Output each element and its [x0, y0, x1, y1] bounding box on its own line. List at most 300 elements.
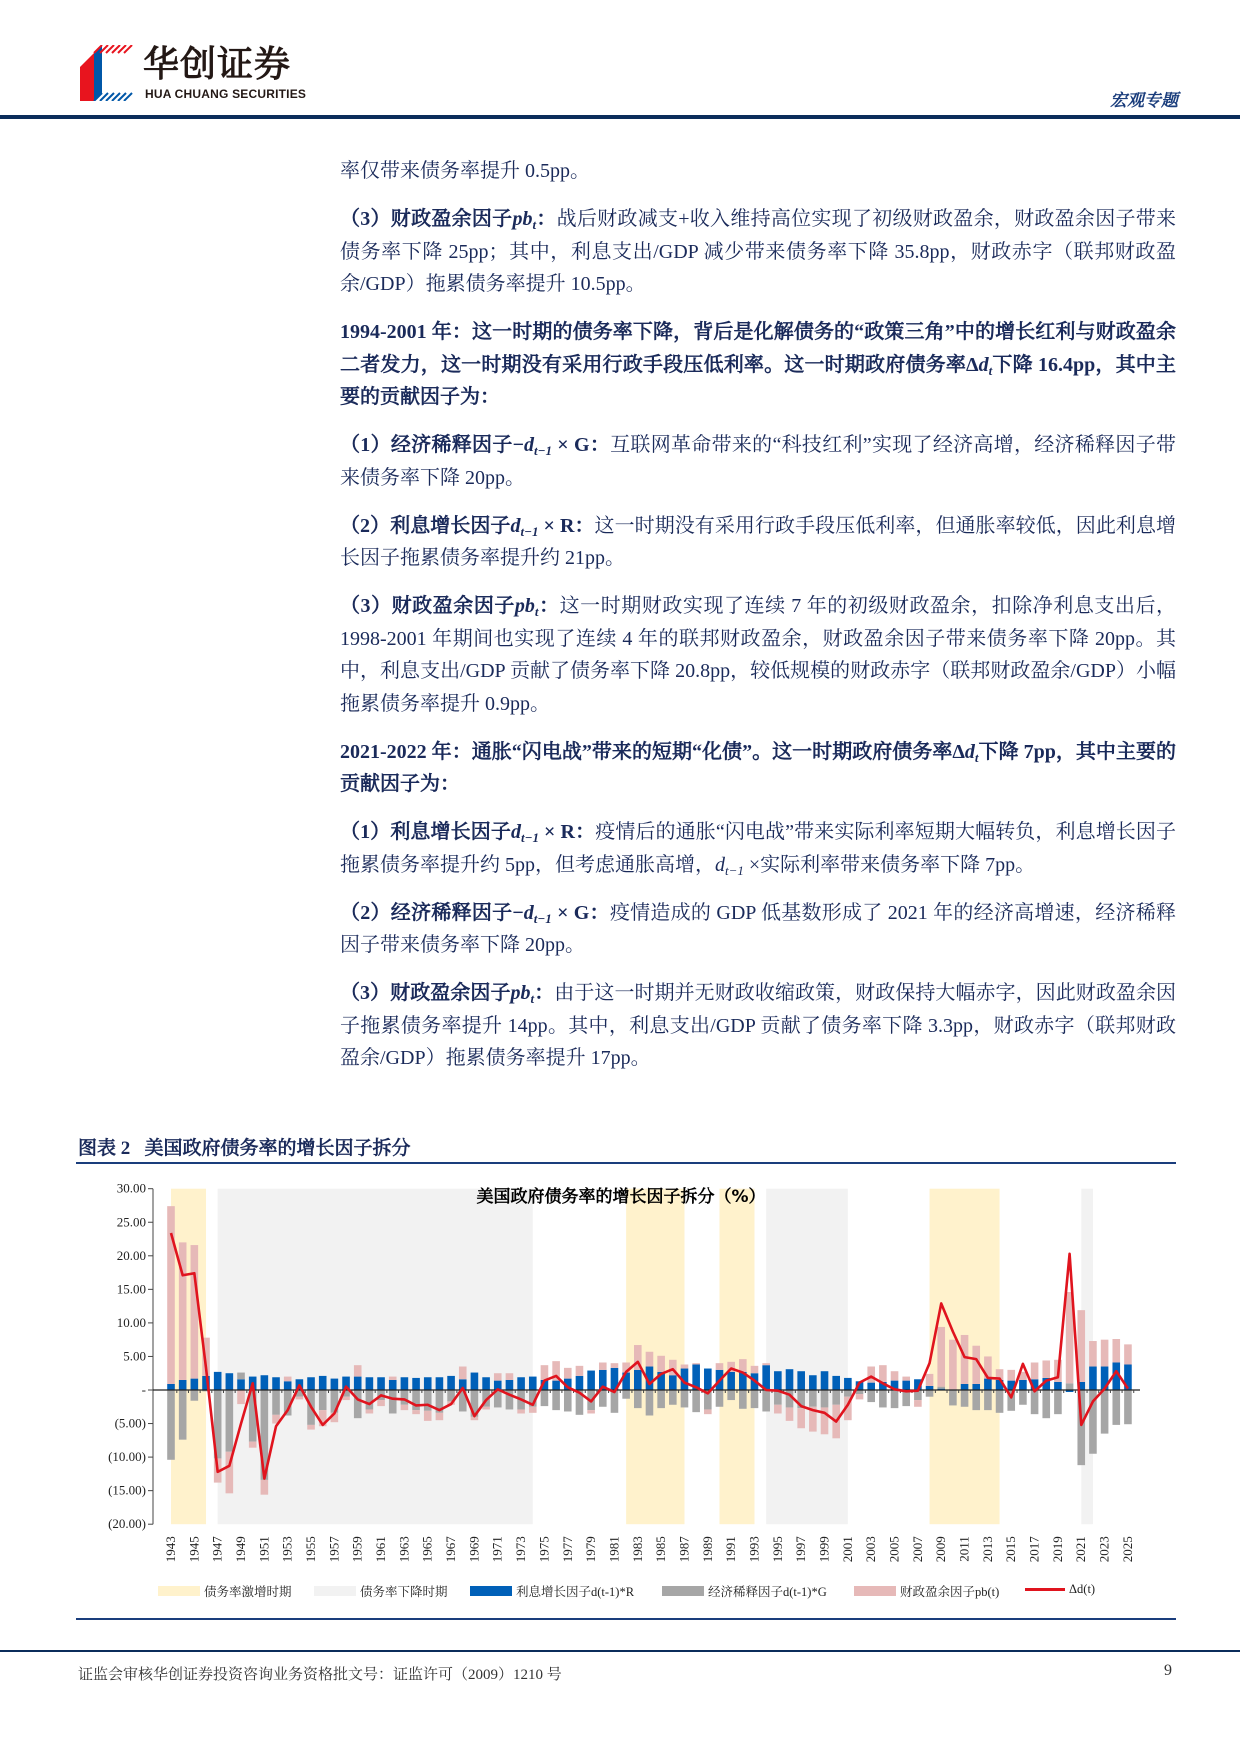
- y-tick-label: 15.00: [116, 1281, 146, 1297]
- footer-divider: [0, 1650, 1240, 1652]
- bold-text: （3）财政盈余因子: [340, 595, 515, 617]
- math-subscript: t: [530, 991, 535, 1006]
- bar-dilution-1959: [354, 1390, 362, 1418]
- bar-dilution-2005: [891, 1390, 899, 1408]
- bar-dilution-1960: [366, 1390, 374, 1409]
- x-tick-label: 1999: [816, 1536, 832, 1563]
- bar-interest-1960: [366, 1377, 374, 1390]
- bar-surplus-2002: [856, 1394, 864, 1399]
- bar-dilution-1956: [319, 1390, 327, 1410]
- bar-dilution-1987: [681, 1390, 689, 1407]
- text-run: 这一时期没有采用行政手段压低利率，但通胀率较低，因此利息增长因子拖累债务率提升约 21pp。: [340, 514, 1177, 569]
- bold-text: 2021-2022 年：通胀“闪电战”带来的短期“化债”。这一时期政府债务率Δ: [340, 740, 965, 763]
- legend-label: 财政盈余因子pb(t): [900, 1585, 1000, 1599]
- bar-dilution-1962: [389, 1390, 397, 1413]
- bar-dilution-1983: [634, 1390, 642, 1408]
- bar-dilution-2016: [1019, 1390, 1027, 1405]
- bar-dilution-2011: [961, 1390, 969, 1407]
- x-tick-label: 2025: [1119, 1536, 1135, 1563]
- x-tick-label: 1953: [279, 1536, 295, 1563]
- math-symbol: d: [510, 821, 521, 843]
- bar-surplus-1966: [436, 1413, 444, 1420]
- bar-interest-2008: [926, 1386, 934, 1390]
- bar-interest-1974: [529, 1377, 537, 1390]
- bar-interest-1986: [669, 1375, 677, 1390]
- bar-dilution-2010: [949, 1390, 957, 1405]
- bar-surplus-1985: [657, 1356, 665, 1372]
- header-divider: [0, 115, 1240, 119]
- bar-surplus-2010: [949, 1340, 957, 1390]
- band-decrease: [766, 1189, 848, 1525]
- bar-dilution-2017: [1031, 1390, 1039, 1414]
- bar-interest-2001: [844, 1378, 852, 1390]
- x-tick-label: 1965: [419, 1536, 435, 1563]
- bar-interest-2019: [1054, 1382, 1062, 1390]
- x-tick-label: 1943: [163, 1536, 178, 1563]
- bar-interest-1997: [797, 1371, 805, 1390]
- legend-item-increase: [158, 1582, 292, 1600]
- bar-surplus-1950: [249, 1442, 257, 1448]
- bar-dilution-1943: [167, 1390, 175, 1460]
- paragraph: [340, 155, 1176, 188]
- bar-dilution-2004: [879, 1390, 887, 1407]
- bar-surplus-1973: [517, 1409, 525, 1413]
- x-tick-label: 2017: [1026, 1536, 1042, 1563]
- text-run: 这一时期财政实现了连续 7 年的初级财政盈余，扣除净利息支出后，1998-2001 年期间也实现了连续 4 年的联邦财政盈余，财政盈余因子带来债务率下降 20pp。其中，利息支出/GDP 贡献了债务率下降 20.8pp，较低规模的财政赤字（联邦财政盈余/GDP）小幅拖累债务率提升 0.9pp。: [340, 595, 1177, 715]
- bar-dilution-1986: [669, 1390, 677, 1405]
- math-symbol: d: [510, 514, 521, 537]
- bar-dilution-2009: [937, 1387, 945, 1389]
- caption-divider: [76, 1162, 1176, 1164]
- bar-surplus-1953: [284, 1377, 292, 1382]
- bar-interest-2006: [902, 1381, 910, 1390]
- legend-swatch: [854, 1586, 896, 1596]
- legend-item-surplus: [854, 1582, 999, 1600]
- bar-dilution-1991: [727, 1390, 735, 1400]
- math-subscript: t−1: [725, 862, 744, 878]
- x-tick-label: 1959: [349, 1536, 365, 1563]
- paragraph: [340, 429, 1176, 494]
- x-tick-label: 2011: [956, 1536, 972, 1562]
- bar-dilution-2024: [1112, 1390, 1120, 1425]
- x-tick-label: 2019: [1049, 1536, 1065, 1563]
- bar-interest-2022: [1089, 1367, 1097, 1390]
- bar-surplus-1996: [786, 1407, 794, 1420]
- paragraph: [340, 590, 1176, 720]
- bar-dilution-2025: [1124, 1390, 1132, 1424]
- legend-item-dilution: [662, 1582, 827, 1600]
- bar-surplus-1968: [459, 1367, 467, 1380]
- bar-dilution-2012: [972, 1390, 980, 1410]
- y-tick-label: 10.00: [116, 1314, 146, 1330]
- figure-caption: 图表 2 美国政府债务率的增长因子拆分: [78, 1138, 411, 1159]
- paragraph: [340, 736, 1176, 801]
- x-tick-label: 1949: [233, 1536, 249, 1563]
- bar-surplus-1945: [191, 1245, 199, 1379]
- bold-text: × R：: [538, 514, 595, 537]
- bar-interest-1963: [401, 1377, 409, 1390]
- x-tick-label: 1985: [653, 1536, 669, 1563]
- bold-text: × R：: [538, 821, 596, 843]
- bar-surplus-2006: [902, 1377, 910, 1381]
- bar-dilution-1985: [657, 1390, 665, 1408]
- bold-text: （3）财政盈余因子: [340, 982, 511, 1004]
- bar-dilution-2020: [1066, 1383, 1074, 1390]
- bar-surplus-1993: [751, 1366, 759, 1373]
- bar-dilution-1982: [622, 1390, 630, 1399]
- math-subscript: t: [988, 362, 993, 378]
- bar-dilution-2014: [996, 1390, 1004, 1413]
- bar-interest-2011: [961, 1384, 969, 1390]
- bar-surplus-2008: [926, 1374, 934, 1386]
- x-tick-label: 1981: [606, 1536, 622, 1563]
- footer-disclaimer: 证监会审核华创证券投资咨询业务资格批文号：证监许可（2009）1210 号: [78, 1667, 562, 1683]
- paragraph: [340, 203, 1176, 301]
- math-subscript: t: [532, 217, 537, 232]
- bar-interest-1978: [576, 1376, 584, 1390]
- bold-text: （1）经济稀释因子−: [340, 434, 525, 456]
- bar-dilution-1984: [646, 1390, 654, 1415]
- bar-surplus-1978: [576, 1366, 584, 1376]
- bar-interest-1951: [261, 1375, 269, 1390]
- bar-interest-2000: [832, 1376, 840, 1390]
- bar-dilution-2019: [1054, 1390, 1062, 1414]
- bar-dilution-1998: [809, 1390, 817, 1407]
- bar-dilution-1980: [599, 1390, 607, 1407]
- text-run: 由于这一时期并无财政收缩政策，财政保持大幅赤字，因此财政盈余因子拖累债务率提升 14pp。其中，利息支出/GDP 贡献了债务率下降 3.3pp，财政赤字（联邦财政盈余/GDP）拖累债务率提升 17pp。: [340, 982, 1177, 1069]
- bar-surplus-2025: [1124, 1344, 1132, 1364]
- bar-dilution-2000: [832, 1390, 840, 1405]
- bar-interest-1957: [331, 1379, 339, 1390]
- legend-swatch: [314, 1586, 356, 1596]
- text-run: 互联网革命带来的“科技红利”实现了经济高增，经济稀释因子带来债务率下降 20pp。: [340, 434, 1177, 489]
- bar-interest-1995: [774, 1371, 782, 1390]
- logo-icon: [80, 45, 136, 101]
- bar-surplus-2007: [914, 1400, 922, 1407]
- bar-interest-1973: [517, 1377, 525, 1390]
- bar-surplus-1995: [774, 1405, 782, 1414]
- section-label: 宏观专题: [1110, 91, 1178, 110]
- bar-interest-1959: [354, 1377, 362, 1390]
- x-tick-label: 1993: [746, 1536, 762, 1563]
- bar-surplus-1962: [389, 1377, 397, 1380]
- bold-text: ：: [538, 595, 560, 617]
- bold-text: （3）财政盈余因子: [340, 208, 513, 230]
- bar-surplus-1977: [564, 1368, 572, 1379]
- bar-surplus-1955: [307, 1425, 315, 1430]
- debt-factor-chart: [0, 1170, 1240, 1580]
- bar-interest-1989: [704, 1369, 712, 1390]
- bold-text: （2）利息增长因子: [340, 514, 511, 537]
- bar-surplus-1961: [377, 1400, 385, 1406]
- x-tick-label: 1979: [583, 1536, 599, 1563]
- bar-dilution-1945: [191, 1390, 199, 1401]
- y-tick-label: (10.00): [108, 1449, 146, 1465]
- bar-interest-1972: [506, 1380, 514, 1390]
- bar-dilution-2002: [856, 1390, 864, 1394]
- bar-dilution-2001: [844, 1390, 852, 1397]
- math-symbol: d: [964, 740, 975, 763]
- bar-surplus-1987: [681, 1365, 689, 1369]
- bar-interest-1979: [587, 1371, 595, 1390]
- bar-surplus-1992: [739, 1359, 747, 1372]
- bar-dilution-2013: [984, 1390, 992, 1410]
- bar-interest-1956: [319, 1376, 327, 1390]
- bar-interest-1991: [727, 1372, 735, 1390]
- text-run: 战后财政减支+收入维持高位实现了初级财政盈余，财政盈余因子带来债务率下降 25pp；其中，利息支出/GDP 减少带来债务率下降 35.8pp，财政赤字（联邦财政盈余/GDP）拖累债务率提升 10.5pp。: [340, 208, 1177, 295]
- bar-interest-2016: [1019, 1380, 1027, 1390]
- x-tick-label: 1963: [396, 1536, 412, 1563]
- legend-swatch: [158, 1586, 200, 1596]
- bar-surplus-1990: [716, 1363, 724, 1370]
- band-increase: [719, 1189, 754, 1525]
- bar-surplus-1954: [296, 1397, 304, 1400]
- legend-label: 债务率激增时期: [204, 1585, 292, 1599]
- x-tick-label: 2021: [1073, 1536, 1089, 1563]
- bar-surplus-1963: [401, 1405, 409, 1410]
- bold-text: × G：: [551, 901, 610, 924]
- bold-text: 下降 16.4pp，其中主要的贡献因子为：: [340, 353, 1176, 408]
- x-tick-label: 1969: [466, 1536, 482, 1563]
- bar-interest-1976: [552, 1381, 560, 1390]
- x-tick-label: 1955: [303, 1536, 319, 1563]
- x-tick-label: 1975: [536, 1536, 552, 1563]
- math-subscript: t−1: [520, 523, 539, 539]
- y-tick-label: 20.00: [116, 1247, 146, 1263]
- bar-dilution-1975: [541, 1390, 549, 1406]
- bold-text: ：: [534, 982, 555, 1004]
- paragraph: [340, 510, 1176, 575]
- bar-interest-1964: [412, 1378, 420, 1390]
- bar-interest-1999: [821, 1371, 829, 1390]
- x-tick-label: 2005: [886, 1536, 902, 1563]
- bar-surplus-1988: [692, 1363, 700, 1364]
- y-tick-label: (20.00): [108, 1516, 146, 1532]
- x-tick-label: 1945: [186, 1536, 202, 1563]
- bar-dilution-1952: [272, 1390, 280, 1415]
- bar-dilution-1977: [564, 1390, 572, 1411]
- bold-text: 1994-2001 年：这一时期的债务率下降，背后是化解债务的“政策三角”中的增长红利与财政盈余二者发力，这一时期没有采用行政手段压低利率。这一时期政府债务率Δ: [340, 321, 1176, 376]
- bar-surplus-1975: [541, 1365, 549, 1380]
- math-symbol: pb: [512, 208, 533, 230]
- bar-interest-1970: [482, 1377, 490, 1390]
- paragraph: [340, 897, 1176, 962]
- bar-surplus-1959: [354, 1365, 362, 1376]
- bold-text: 下降 7pp，其中主要的贡献因子为：: [340, 740, 1176, 795]
- legend-swatch: [470, 1586, 512, 1596]
- bold-text: ：: [536, 208, 557, 230]
- bar-dilution-1963: [401, 1390, 409, 1405]
- bar-dilution-1988: [692, 1390, 700, 1412]
- bar-surplus-1980: [599, 1362, 607, 1369]
- legend-label: 经济稀释因子d(t-1)*G: [708, 1585, 827, 1599]
- bar-interest-1969: [471, 1373, 479, 1390]
- logo-subtext: HUA CHUANG SECURITIES: [145, 87, 307, 101]
- band-increase: [171, 1189, 206, 1525]
- bar-interest-1949: [237, 1379, 245, 1390]
- math-symbol: d: [715, 853, 725, 876]
- text-run: 率仅带来债务率提升 0.5pp。: [340, 160, 590, 182]
- x-tick-label: 1951: [256, 1536, 272, 1563]
- bar-interest-1948: [226, 1373, 234, 1390]
- bar-surplus-2005: [891, 1371, 899, 1380]
- math-subscript: t: [534, 604, 539, 619]
- page-number: 9: [1164, 1662, 1172, 1679]
- math-symbol: pb: [510, 982, 531, 1004]
- bar-dilution-2018: [1042, 1390, 1050, 1418]
- bar-surplus-1984: [646, 1352, 654, 1367]
- bar-dilution-1964: [412, 1390, 420, 1410]
- x-tick-label: 2007: [909, 1536, 925, 1563]
- x-tick-label: 1971: [489, 1536, 505, 1563]
- bar-surplus-1989: [704, 1409, 712, 1414]
- text-run: ×实际利率带来债务率下降 7pp。: [743, 853, 1036, 876]
- x-tick-label: 2009: [933, 1536, 949, 1563]
- figure-bottom-divider: [76, 1618, 1176, 1620]
- bar-dilution-1999: [821, 1390, 829, 1407]
- x-tick-label: 1987: [676, 1536, 692, 1563]
- x-tick-label: 1947: [209, 1536, 225, 1563]
- bar-surplus-2022: [1089, 1341, 1097, 1366]
- y-tick-label: (15.00): [108, 1482, 146, 1498]
- math-symbol: d: [523, 901, 534, 924]
- paragraph: [340, 977, 1176, 1075]
- y-tick-label: 5.00: [123, 1348, 146, 1364]
- bar-surplus-1951: [261, 1480, 269, 1495]
- bar-interest-2013: [984, 1379, 992, 1390]
- bar-surplus-1943: [167, 1206, 175, 1384]
- bar-interest-1947: [214, 1372, 222, 1390]
- x-tick-label: 1957: [326, 1536, 342, 1563]
- bold-text: （2）经济稀释因子−: [340, 901, 524, 924]
- math-subscript: t−1: [520, 830, 539, 845]
- bar-interest-1966: [436, 1377, 444, 1390]
- x-tick-label: 1973: [513, 1536, 529, 1563]
- bar-surplus-1965: [424, 1411, 432, 1421]
- x-tick-label: 2001: [839, 1536, 855, 1563]
- x-tick-label: 2023: [1096, 1536, 1112, 1563]
- bar-surplus-2017: [1031, 1362, 1039, 1379]
- bar-dilution-1992: [739, 1390, 747, 1409]
- x-tick-label: 2015: [1003, 1536, 1019, 1563]
- x-tick-label: 1997: [793, 1536, 809, 1563]
- bar-interest-1998: [809, 1375, 817, 1390]
- bar-surplus-1958: [342, 1397, 350, 1400]
- bold-text: × G：: [552, 434, 611, 456]
- body-text: [340, 155, 1176, 1090]
- bar-dilution-1990: [716, 1390, 724, 1407]
- bar-interest-1943: [167, 1384, 175, 1390]
- x-tick-label: 1961: [373, 1536, 389, 1563]
- bar-interest-1983: [634, 1370, 642, 1390]
- bar-surplus-2004: [879, 1365, 887, 1382]
- math-symbol: d: [524, 434, 535, 456]
- bar-interest-1967: [447, 1376, 455, 1390]
- math-subscript: t−1: [533, 910, 552, 926]
- bar-surplus-1994: [762, 1363, 770, 1365]
- legend-swatch: [662, 1586, 704, 1596]
- bar-interest-2012: [972, 1384, 980, 1390]
- y-tick-label: (5.00): [114, 1415, 146, 1431]
- legend-label: 债务率下降时期: [360, 1585, 448, 1599]
- bar-dilution-2003: [867, 1390, 875, 1402]
- bar-dilution-1948: [226, 1390, 234, 1452]
- x-tick-label: 2013: [979, 1536, 995, 1563]
- bar-interest-1945: [191, 1379, 199, 1390]
- bar-surplus-1971: [494, 1373, 502, 1380]
- bar-dilution-1976: [552, 1390, 560, 1410]
- bar-interest-1944: [179, 1380, 187, 1390]
- bar-dilution-1965: [424, 1390, 432, 1411]
- bar-surplus-1964: [412, 1410, 420, 1414]
- math-subscript: t−1: [534, 443, 553, 458]
- bar-surplus-1949: [237, 1390, 245, 1404]
- bar-interest-1962: [389, 1380, 397, 1390]
- math-subscript: t: [974, 749, 979, 765]
- bar-interest-1961: [377, 1377, 385, 1390]
- bar-dilution-1949: [237, 1373, 245, 1380]
- bar-surplus-2011: [961, 1335, 969, 1384]
- legend-label: 利息增长因子d(t-1)*R: [516, 1585, 635, 1599]
- bar-surplus-2015: [1007, 1370, 1015, 1381]
- bar-interest-1952: [272, 1377, 280, 1390]
- bold-text: （1）利息增长因子: [340, 821, 511, 843]
- bar-surplus-1981: [611, 1363, 619, 1368]
- bar-dilution-2023: [1101, 1390, 1109, 1434]
- bar-surplus-1970: [482, 1407, 490, 1410]
- x-tick-label: 1995: [769, 1536, 785, 1563]
- logo-text: 华创证券: [143, 44, 292, 85]
- bar-interest-1953: [284, 1381, 292, 1390]
- bar-interest-1965: [424, 1377, 432, 1390]
- text-run: 疫情造成的 GDP 低基数形成了 2021 年的经济高增速，经济稀释因子带来债务率下降 20pp。: [340, 901, 1176, 956]
- x-tick-label: 1989: [699, 1536, 715, 1563]
- y-tick-label: 25.00: [116, 1214, 146, 1230]
- bar-surplus-1960: [366, 1409, 374, 1413]
- bar-surplus-1979: [587, 1410, 595, 1413]
- bar-dilution-1981: [611, 1390, 619, 1413]
- math-symbol: pb: [514, 595, 535, 617]
- bar-dilution-2008: [926, 1390, 934, 1397]
- legend-item-delta-d: [1025, 1582, 1095, 1597]
- bar-surplus-2018: [1042, 1360, 1050, 1377]
- text-run: 疫情后的通胀“闪电战”带来实际利率短期大幅转负，利息增长因子拖累债务率提升约 5pp，但考虑通胀高增，: [340, 821, 1177, 876]
- math-symbol: d: [978, 353, 989, 376]
- y-tick-label: -: [141, 1382, 146, 1397]
- paragraph: [340, 316, 1176, 414]
- chart-title: 美国政府债务率的增长因子拆分（%）: [476, 1187, 766, 1207]
- bar-interest-2003: [867, 1383, 875, 1390]
- bar-surplus-2003: [867, 1367, 875, 1383]
- bar-interest-1955: [307, 1377, 315, 1390]
- bar-surplus-2024: [1112, 1339, 1120, 1362]
- bar-interest-1996: [786, 1369, 794, 1390]
- legend-item-decrease: [314, 1582, 448, 1600]
- legend-label: Δd(t): [1069, 1582, 1096, 1596]
- bar-dilution-1944: [179, 1390, 187, 1440]
- x-tick-label: 1983: [629, 1536, 645, 1563]
- x-tick-label: 2003: [863, 1536, 879, 1563]
- x-tick-label: 1991: [723, 1536, 739, 1563]
- bar-surplus-1972: [506, 1373, 514, 1380]
- bar-surplus-1997: [797, 1408, 805, 1428]
- bar-surplus-2023: [1101, 1340, 1109, 1367]
- bar-dilution-1994: [762, 1390, 770, 1411]
- paragraph: [340, 816, 1176, 881]
- x-tick-label: 1977: [559, 1536, 575, 1563]
- bar-surplus-1974: [529, 1407, 537, 1413]
- legend-line: [1025, 1588, 1065, 1591]
